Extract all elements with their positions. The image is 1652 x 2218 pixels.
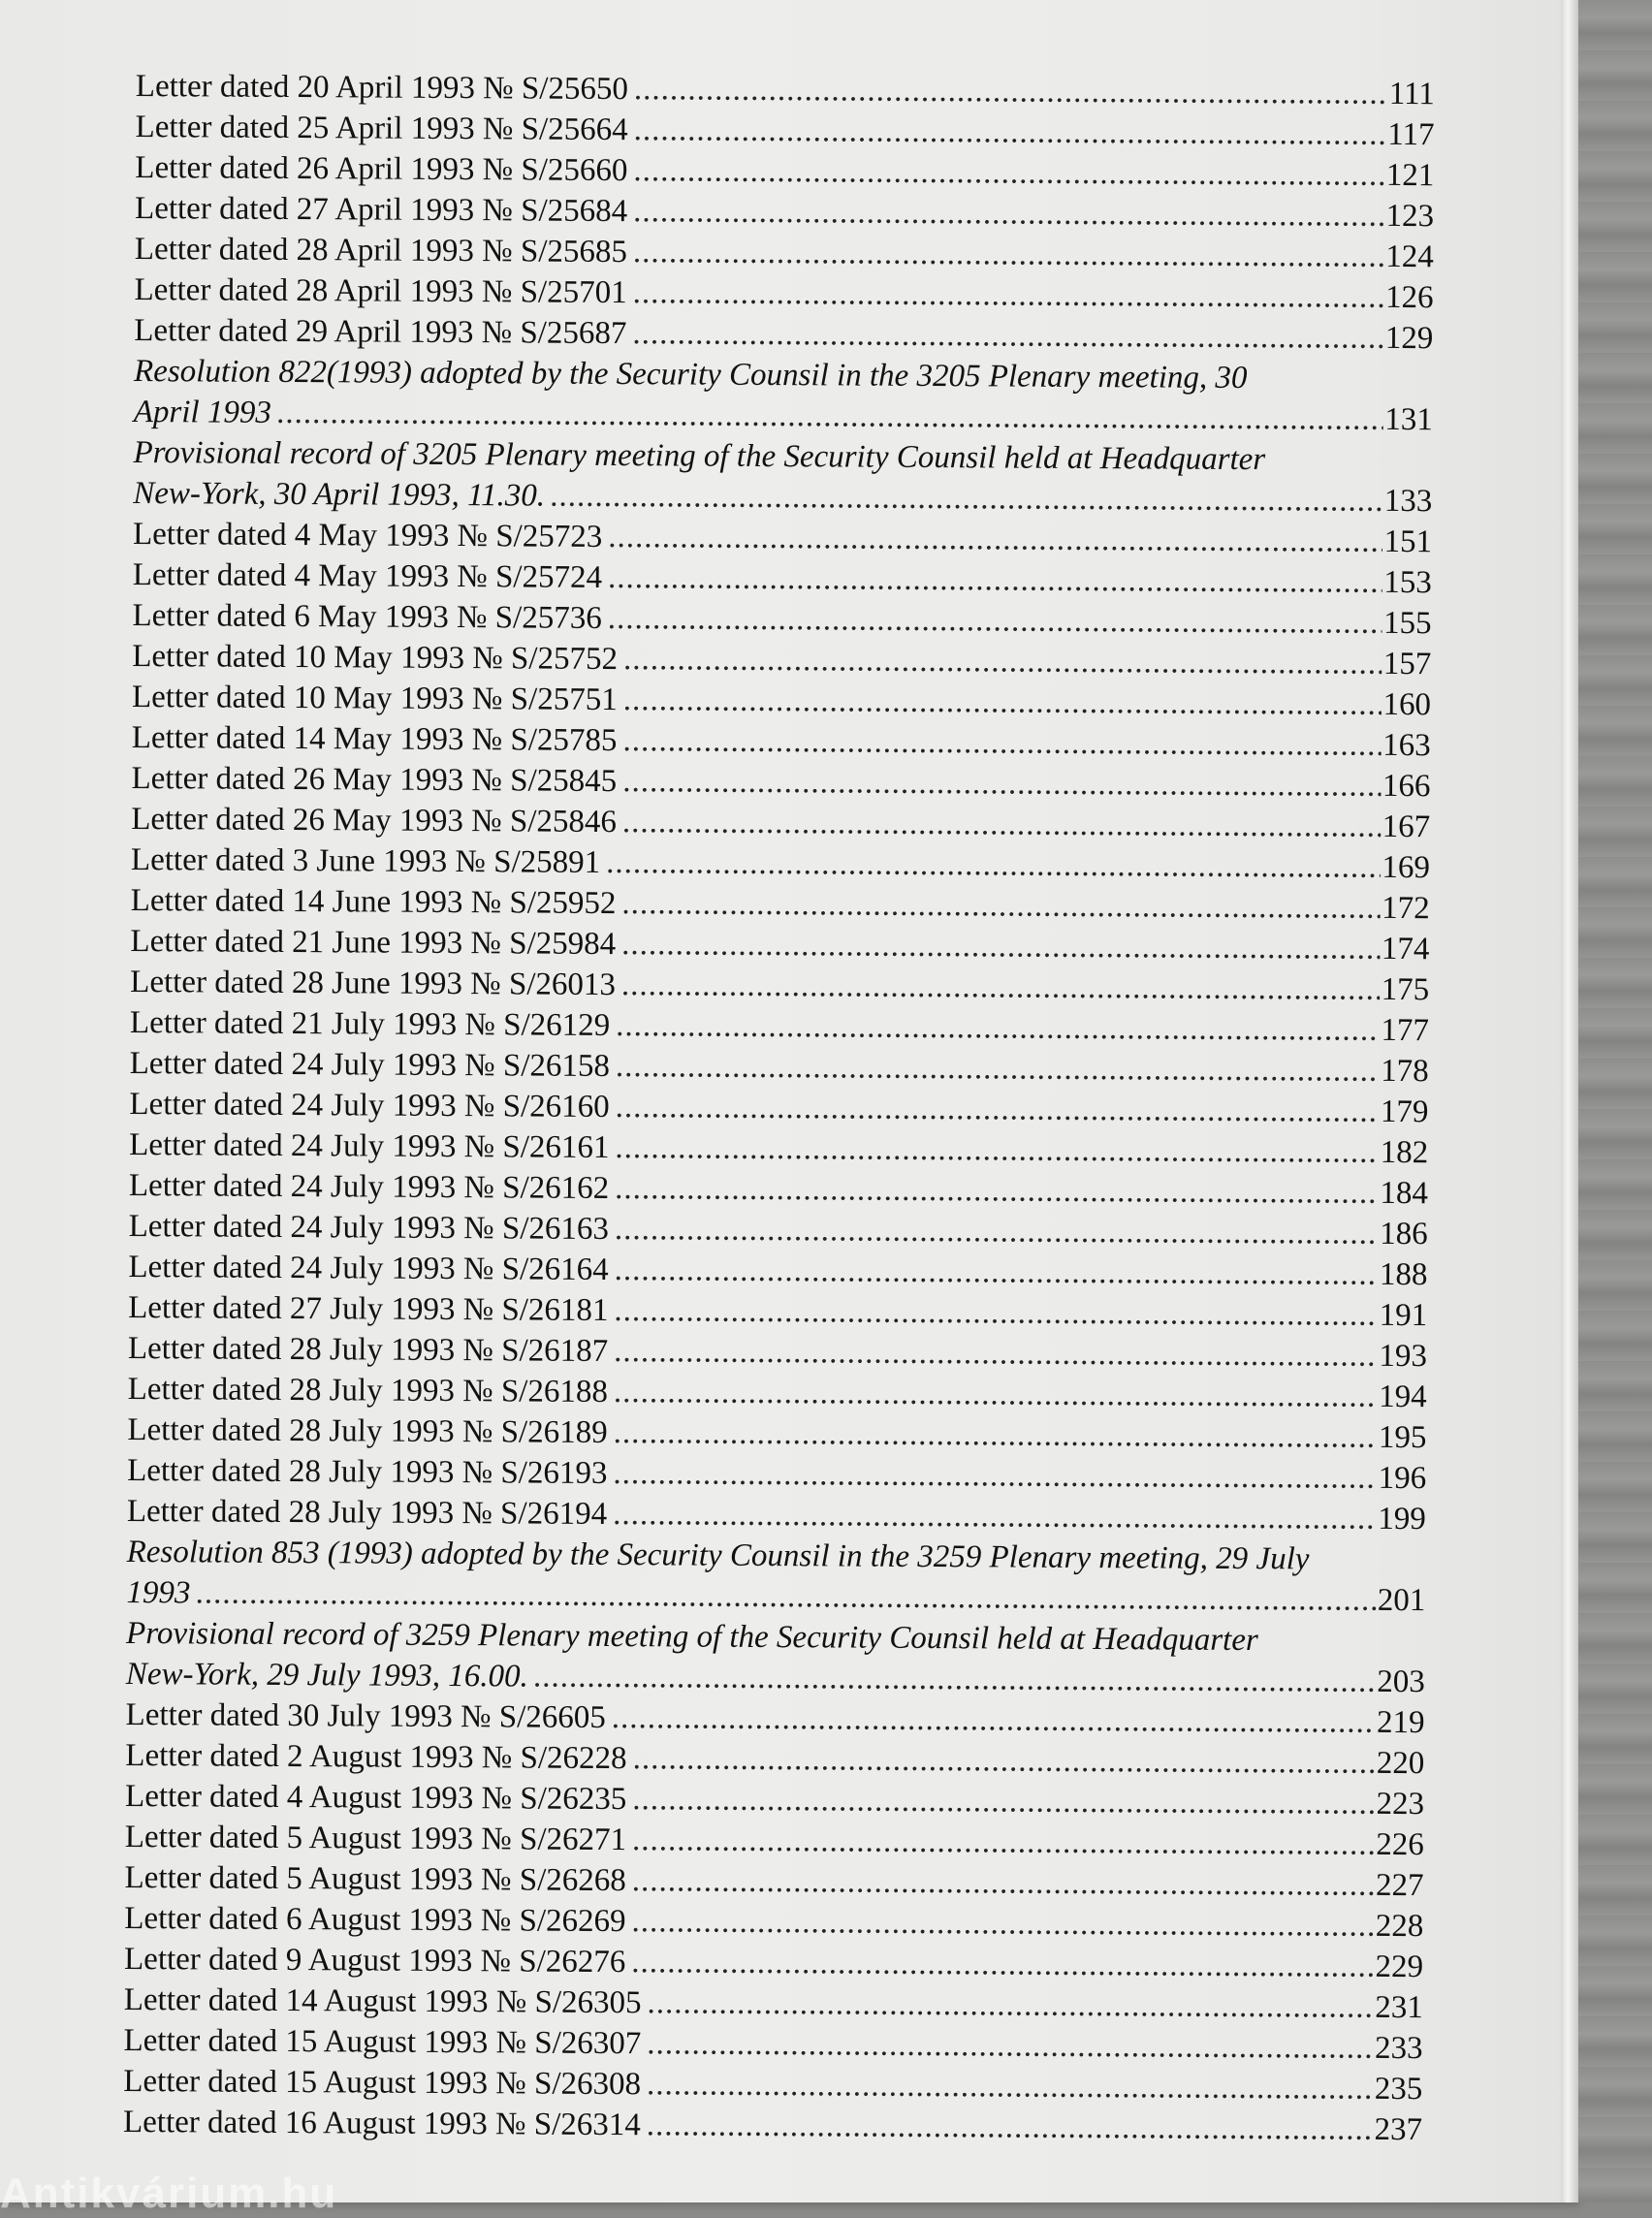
toc-entry-label: Letter dated 14 June 1993 № S/25952: [130, 882, 617, 922]
toc-entry-label: Letter dated 5 August 1993 № S/26271: [124, 1819, 627, 1858]
dot-leader: [632, 1860, 1374, 1906]
toc-entry-title-line: Resolution 822(1993) adopted by the Security Counsil in the 3205 Plenary meeting, 30: [133, 353, 1248, 396]
toc-page-number: 188: [1379, 1256, 1428, 1293]
toc-page-number: 235: [1374, 2071, 1423, 2107]
dot-leader: [631, 1901, 1373, 1947]
dot-leader: [647, 1982, 1373, 2028]
page-edge: [1561, 0, 1578, 2202]
toc-page-number: 223: [1376, 1786, 1425, 1822]
toc-entry-label: Letter dated 25 April 1993 № S/25664: [135, 109, 628, 148]
toc-entry-label: Letter dated 24 July 1993 № S/26162: [128, 1167, 610, 1207]
toc-page-number: 153: [1383, 564, 1432, 601]
toc-page-number: 166: [1382, 768, 1431, 805]
dot-leader: [612, 1697, 1375, 1743]
toc-page-number: 121: [1385, 157, 1435, 194]
toc-page-number: 126: [1384, 279, 1434, 316]
toc-page-number: 184: [1380, 1175, 1429, 1212]
toc-page-number: 123: [1385, 198, 1435, 235]
dot-leader: [623, 639, 1382, 684]
watermark: Antikvárium.hu: [0, 2170, 338, 2217]
toc-page-number: 194: [1379, 1378, 1427, 1415]
dot-leader: [623, 680, 1382, 725]
toc-entry-label: Letter dated 14 May 1993 № S/25785: [131, 719, 618, 759]
dot-leader: [622, 802, 1381, 847]
toc-page-number: 186: [1380, 1216, 1428, 1252]
toc-page-number: 201: [1377, 1582, 1426, 1619]
toc-entry-label: Letter dated 16 August 1993 № S/26314: [122, 2104, 641, 2143]
dot-leader: [614, 1412, 1377, 1458]
dot-leader: [633, 150, 1384, 196]
toc-entry-label: Letter dated 28 April 1993 № S/25701: [134, 271, 627, 311]
toc-entry-label: Letter dated 10 May 1993 № S/25751: [131, 679, 618, 718]
toc-entry-label: Letter dated 20 April 1993 № S/25650: [135, 68, 629, 108]
toc-page-number: 117: [1387, 116, 1435, 153]
toc-page-number: 172: [1382, 890, 1430, 927]
toc-entry-label: Letter dated 28 July 1993 № S/26187: [127, 1330, 609, 1370]
toc-page-number: 227: [1375, 1867, 1424, 1904]
toc-page-number: 129: [1384, 320, 1434, 357]
toc-page-number: 179: [1380, 1093, 1429, 1130]
toc-entry-label: Letter dated 30 July 1993 № S/26605: [125, 1696, 606, 1735]
toc-page-number: 196: [1378, 1460, 1427, 1497]
toc-entry-label: Letter dated 24 July 1993 № S/26163: [128, 1208, 610, 1248]
toc-entry-label: Letter dated 21 July 1993 № S/26129: [129, 1004, 611, 1044]
toc-entry-label: Letter dated 15 August 1993 № S/26307: [123, 2022, 642, 2062]
toc-page-number: 228: [1375, 1908, 1424, 1945]
toc-entry-label: Letter dated 9 August 1993 № S/26276: [123, 1941, 626, 1980]
dot-leader: [616, 1046, 1379, 1092]
toc-entry-label: Letter dated 26 May 1993 № S/25845: [131, 760, 618, 800]
toc-page-number: 231: [1375, 1989, 1423, 2026]
toc-page-number: 124: [1385, 238, 1434, 275]
toc-entry-label: Letter dated 10 May 1993 № S/25752: [132, 638, 619, 678]
dot-leader: [634, 69, 1386, 114]
dot-leader: [631, 1942, 1373, 1987]
toc-page-number: 131: [1384, 401, 1433, 438]
dot-leader: [615, 1209, 1378, 1254]
toc-page-number: 169: [1382, 849, 1431, 886]
toc-entry-label: Letter dated 15 August 1993 № S/26308: [123, 2063, 642, 2103]
dot-leader: [647, 2105, 1373, 2150]
toc-page-number: 193: [1379, 1338, 1428, 1375]
toc-page-number: 219: [1376, 1704, 1425, 1741]
toc-entry-label: Letter dated 28 June 1993 № S/26013: [130, 964, 617, 1003]
toc-entry-label: Letter dated 3 June 1993 № S/25891: [130, 841, 601, 880]
toc-page-number: 237: [1374, 2111, 1423, 2148]
dot-leader: [622, 720, 1381, 766]
dot-leader: [616, 1087, 1379, 1132]
dot-leader: [608, 517, 1382, 562]
dot-leader: [632, 1820, 1374, 1865]
toc-page-number: 163: [1382, 727, 1431, 764]
dot-leader: [634, 110, 1386, 155]
dot-leader: [632, 1738, 1374, 1784]
toc-entry-label: Letter dated 24 July 1993 № S/26160: [129, 1086, 610, 1125]
toc-entry-label: Letter dated 28 April 1993 № S/25685: [134, 231, 628, 270]
dot-leader: [632, 1779, 1374, 1824]
dot-leader: [621, 924, 1380, 969]
toc-entry-label: Letter dated 21 June 1993 № S/25984: [130, 923, 617, 963]
background-surface: [1578, 0, 1652, 2202]
toc-page-number: 157: [1382, 646, 1432, 682]
dot-leader: [608, 598, 1382, 644]
toc-entry-label: Letter dated 4 August 1993 № S/26235: [124, 1778, 627, 1818]
dot-leader: [196, 1572, 1376, 1620]
toc-entry-label: Letter dated 14 August 1993 № S/26305: [123, 1981, 642, 2021]
toc-entry-label: Letter dated 24 July 1993 № S/26164: [128, 1249, 609, 1288]
dot-leader: [633, 191, 1384, 237]
toc-page-number: 203: [1377, 1664, 1425, 1700]
toc-entry-label: Letter dated 4 May 1993 № S/25723: [132, 516, 603, 554]
toc-entry-title-line: Provisional record of 3259 Plenary meeting of the Security Counsil held at Headquarter: [126, 1615, 1258, 1659]
toc-page-number: 233: [1374, 2030, 1423, 2067]
toc-entry-label: Letter dated 27 July 1993 № S/26181: [128, 1289, 609, 1329]
toc-page-number: 191: [1379, 1297, 1428, 1334]
toc-entry-label: Letter dated 26 April 1993 № S/25660: [135, 149, 628, 189]
toc-entry-label: Letter dated 28 July 1993 № S/26189: [127, 1411, 608, 1450]
dot-leader: [633, 272, 1384, 318]
toc-page-number: 178: [1381, 1053, 1429, 1090]
toc-entry-title-line: Resolution 853 (1993) adopted by the Security Counsil in the 3259 Plenary meeting, 29 July: [126, 1534, 1310, 1577]
dot-leader: [277, 393, 1383, 440]
dot-leader: [616, 1005, 1379, 1051]
dot-leader: [647, 2023, 1373, 2069]
toc-entry-label: Letter dated 6 August 1993 № S/26269: [124, 1900, 626, 1940]
toc-page-number: 226: [1376, 1826, 1424, 1863]
toc-entry: [123, 2102, 1422, 2150]
toc-entry-label: 1993: [126, 1574, 191, 1611]
dot-leader: [615, 1168, 1378, 1214]
toc-entry-label: Letter dated 28 July 1993 № S/26193: [127, 1452, 608, 1491]
toc-page-number: 182: [1380, 1134, 1429, 1171]
dot-leader: [614, 1372, 1377, 1417]
dot-leader: [615, 1250, 1378, 1295]
toc-entry-label: Letter dated 2 August 1993 № S/26228: [125, 1737, 627, 1777]
toc-page-number: 199: [1378, 1501, 1426, 1537]
toc-entry-title-line: Provisional record of 3205 Plenary meeting of the Security Counsil held at Headquarter: [133, 434, 1266, 478]
toc-entry-label: New-York, 30 April 1993, 11.30.: [133, 475, 546, 514]
dot-leader: [621, 883, 1380, 929]
dot-leader: [534, 1657, 1376, 1702]
toc-entry-label: Letter dated 6 May 1993 № S/25736: [132, 597, 602, 636]
toc-page-number: 195: [1378, 1419, 1427, 1456]
toc-entry-label: Letter dated 28 July 1993 № S/26194: [126, 1493, 608, 1532]
toc-entry-label: Letter dated 27 April 1993 № S/25684: [134, 190, 628, 230]
toc-page-number: 151: [1383, 523, 1433, 560]
toc-entry-label: Letter dated 24 July 1993 № S/26158: [129, 1045, 611, 1085]
table-of-contents: [122, 66, 1435, 2148]
toc-entry-label: Letter dated 26 May 1993 № S/25846: [131, 801, 618, 840]
toc-page-number: 229: [1375, 1949, 1424, 1985]
toc-page-number: 174: [1381, 931, 1430, 967]
toc-entry-label: Letter dated 28 July 1993 № S/26188: [127, 1371, 609, 1410]
dot-leader: [551, 476, 1382, 522]
toc-entry-label: Letter dated 24 July 1993 № S/26161: [129, 1126, 610, 1166]
dot-leader: [614, 1331, 1377, 1377]
dot-leader: [613, 1453, 1376, 1499]
dot-leader: [633, 232, 1384, 277]
dot-leader: [614, 1290, 1377, 1336]
toc-page-number: 220: [1376, 1745, 1425, 1782]
dot-leader: [613, 1494, 1376, 1539]
toc-entry-label: New-York, 29 July 1993, 16.00.: [125, 1656, 528, 1695]
dot-leader: [647, 2064, 1373, 2109]
toc-page-number: 155: [1382, 605, 1432, 642]
toc-page-number: 177: [1381, 1012, 1430, 1049]
dot-leader: [621, 965, 1380, 1010]
toc-page-number: 167: [1382, 808, 1431, 845]
toc-entry-label: Letter dated 4 May 1993 № S/25724: [132, 556, 603, 595]
toc-entry-label: Letter dated 29 April 1993 № S/25687: [134, 312, 627, 352]
dot-leader: [632, 313, 1383, 359]
toc-page-number: 133: [1383, 483, 1433, 520]
toc-page-number: 111: [1388, 76, 1435, 112]
dot-leader: [615, 1127, 1378, 1173]
toc-entry-label: Letter dated 5 August 1993 № S/26268: [124, 1859, 626, 1899]
dot-leader: [608, 557, 1382, 603]
toc-entry-label: April 1993: [133, 394, 272, 430]
dot-leader: [606, 842, 1380, 888]
toc-page-number: 160: [1382, 686, 1432, 723]
toc-page-number: 175: [1381, 971, 1430, 1008]
dot-leader: [622, 761, 1381, 807]
